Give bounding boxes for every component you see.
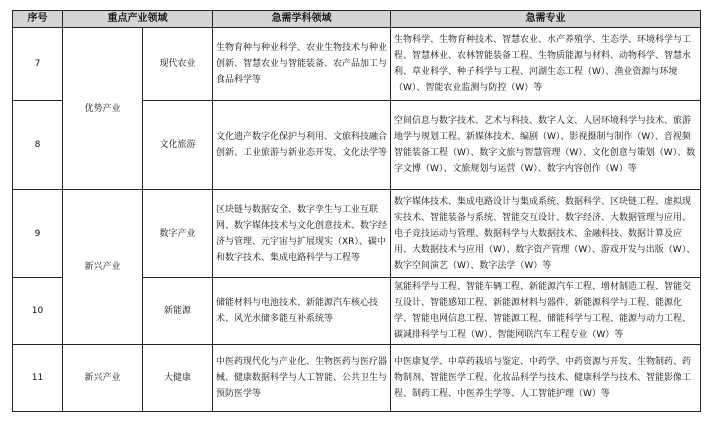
industry-table [12,10,701,412]
table-row [13,190,701,278]
row-number: 7 [13,28,63,101]
header-disciplines: 急需学科领域 [213,11,391,28]
category-cell: 优势产业 [63,28,143,190]
row-number: 10 [13,278,63,345]
header-industry-field: 重点产业领域 [63,11,213,28]
majors-cell: 数字媒体技术、集成电路设计与集成系统、数据科学、区块链工程、虚拟现实技术、智能装备与系统、智能交互设计、数字经济、大数据管理与应用、电子竞技运动与管理、数据科学与大数据技术、金融科技、数据计算及应用、大数据技术与应用（W）、数字资产管理（W）、游戏开发与出版（W）、数字空间演艺（W）、数字法学（W）等 [391,190,701,278]
category-cell: 新兴产业 [63,345,143,412]
industry-cell: 文化旅游 [143,101,213,190]
industry-cell: 数字产业 [143,190,213,278]
industry-cell: 新能源 [143,278,213,345]
row-number: 8 [13,101,63,190]
row-number: 9 [13,190,63,278]
industry-cell: 现代农业 [143,28,213,101]
disciplines-cell: 区块链与数据安全、数字孪生与工业互联网、数字媒体技术与文化创意技术、数字经济与管理、元宇宙与扩展现实（XR）、碳中和数字技术、集成电路科学与工程等 [213,190,391,278]
header-row [13,11,701,28]
category-cell: 新兴产业 [63,190,143,345]
disciplines-cell: 文化遗产数字化保护与利用、文旅科技融合创新、工业旅游与新业态开发、文化法学等 [213,101,391,190]
industry-cell: 大健康 [143,345,213,412]
majors-cell: 氢能科学与工程、智能车辆工程、新能源汽车工程、增材制造工程、智能交互设计、智能感知工程、新能源材料与器件、新能源科学与工程、能源化学、智能电网信息工程、智能源工程、储能科学与工程、能源与动力工程、碳减排科学与工程（W）、智能网联汽车工程专业（W）等 [391,278,701,345]
header-majors: 急需专业 [391,11,701,28]
majors-cell: 中医康复学、中草药栽培与鉴定、中药学、中药资源与开发、生物制药、药物制剂、智能医学工程、化妆品科学与技术、健康科学与技术、智能影像工程、制药工程、中医养生学等、人工智能护理（W）等 [391,345,701,412]
table-row [13,28,701,101]
disciplines-cell: 生物育种与种业科学、农业生物技术与种业创新、智慧农业与智能装备、农产品加工与食品科学等 [213,28,391,101]
header-no: 序号 [13,11,63,28]
row-number: 11 [13,345,63,412]
disciplines-cell: 中医药现代化与产业化、生物医药与医疗器械、健康数据科学与人工智能、公共卫生与预防医学等 [213,345,391,412]
majors-cell: 生物科学、生物育种技术、智慧农业、水产养殖学、生态学、环境科学与工程、智慧林业、农林智能装备工程、生物质能源与材料、动物科学、智慧水利、草业科学、种子科学与工程、河湖生态工程（W）、渔业资源与环境（W）、智能农业监测与防控（W）等 [391,28,701,101]
disciplines-cell: 储能材料与电池技术、新能源汽车核心技术、风光水储多能互补系统等 [213,278,391,345]
table-row [13,345,701,412]
majors-cell: 空间信息与数字技术、艺术与科技、数字人文、人居环境科学与技术、旅游地学与规划工程、新媒体技术、编剧（W）、影视摄制与制作（W）、音视频智能装备工程（W）、数字文旅与智慧管理（W）、文化创意与策划（W）、数字文博（W）、文旅规划与运营（W）、数字内容创作（W）等 [391,101,701,190]
